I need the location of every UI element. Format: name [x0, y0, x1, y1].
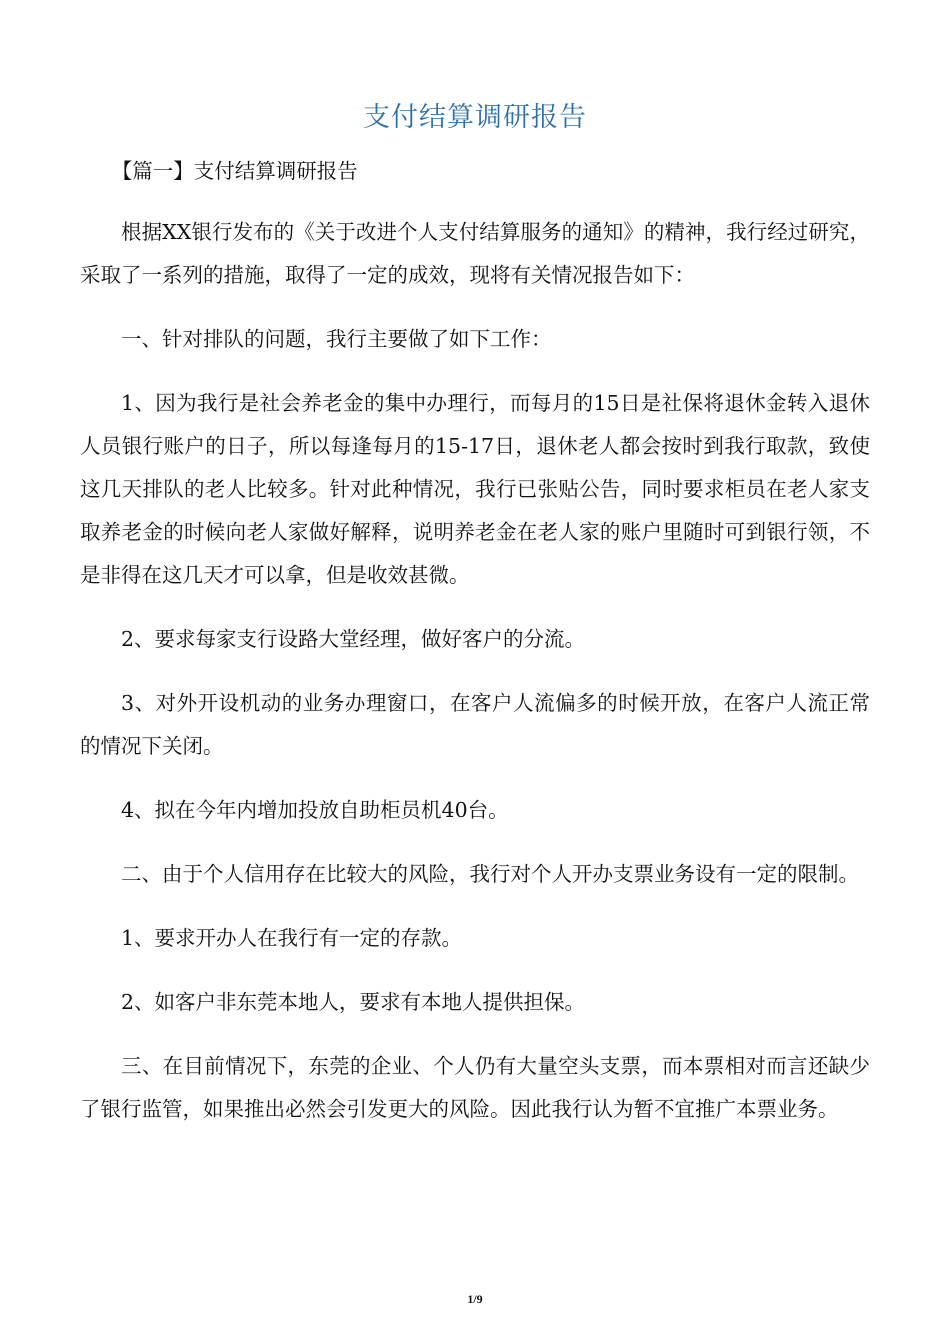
paragraph-section-2: 二、由于个人信用存在比较大的风险，我行对个人开办支票业务设有一定的限制。 — [121, 862, 859, 886]
section-heading: 【篇一】支付结算调研报告 — [111, 159, 358, 183]
page-number: 1/9 — [467, 1292, 483, 1306]
paragraph-intro: 根据XX银行发布的《关于改进个人支付结算服务的通知》的精神，我行经过研究，采取了一系列的措施，取得了一定的成效，现将有关情况报告如下： — [80, 220, 870, 287]
document-title: 支付结算调研报告 — [363, 102, 587, 133]
paragraph-section-3: 三、在目前情况下，东莞的企业、个人仍有大量空头支票，而本票相对而言还缺少了银行监管，如果推出必然会引发更大的风险。因此我行认为暂不宜推广本票业务。 — [80, 1054, 870, 1121]
paragraph-item-2-1: 1、要求开办人在我行有一定的存款。 — [121, 926, 463, 950]
paragraph-item-1-3: 3、对外开设机动的业务办理窗口，在客户人流偏多的时候开放，在客户人流正常的情况下关闭。 — [80, 691, 870, 758]
paragraph-item-1-1: 1、因为我行是社会养老金的集中办理行，而每月的15日是社保将退休金转入退休人员银行账户的日子，所以每逢每月的15-17日，退休老人都会按时到我行取款，致使这几天排队的老人比较多。针对此种情况，我行已张贴公告，同时要求柜员在老人家支取养老金的时候向老人家做好解释，说明养老金在老人家的账户里随时可到银行领，不是非得在这几天才可以拿，但是收效甚微。 — [80, 391, 870, 587]
paragraph-item-2-2: 2、如客户非东莞本地人，要求有本地人提供担保。 — [121, 990, 586, 1014]
paragraph-item-1-2: 2、要求每家支行设路大堂经理，做好客户的分流。 — [121, 627, 586, 651]
paragraph-item-1-4: 4、拟在今年内增加投放自助柜员机40台。 — [121, 798, 509, 822]
document-body — [80, 150, 870, 1152]
paragraph-section-1: 一、针对排队的问题，我行主要做了如下工作： — [121, 327, 552, 351]
